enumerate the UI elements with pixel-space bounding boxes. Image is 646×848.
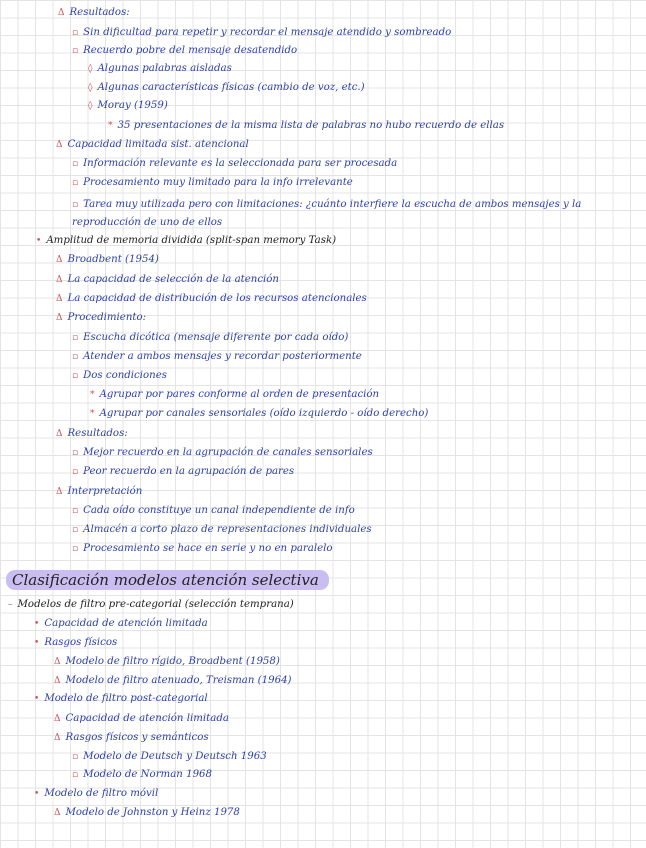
diamond-bullet-icon: ◊ <box>88 64 93 74</box>
square-bullet-icon: ▫ <box>72 544 79 554</box>
note-line: ▫ Recuerdo pobre del mensaje desatendido <box>72 45 298 56</box>
square-bullet-icon: ▫ <box>72 159 79 169</box>
asterisk-bullet-icon: * <box>90 409 95 419</box>
note-line: Δ Resultados: <box>56 428 128 439</box>
note-line: * Agrupar por pares conforme al orden de presentación <box>90 389 380 400</box>
note-line: • Amplitud de memoria dividida (split-span memory Task) <box>36 235 337 246</box>
triangle-bullet-icon: Δ <box>54 676 61 686</box>
note-line: Δ Modelo de Johnston y Heinz 1978 <box>54 807 240 818</box>
note-line: • Capacidad de atención limitada <box>34 618 208 629</box>
note-line: Δ Modelo de filtro rígido, Broadbent (1958) <box>54 656 280 667</box>
section-heading: Clasificación modelos atención selectiva <box>6 570 329 590</box>
triangle-bullet-icon: Δ <box>54 808 61 818</box>
triangle-bullet-icon: Δ <box>56 313 63 323</box>
note-line: ▫ Mejor recuerdo en la agrupación de canales sensoriales <box>72 447 373 458</box>
note-line: ◊ Algunas palabras aisladas <box>88 63 232 74</box>
note-line: Δ Broadbent (1954) <box>56 254 159 265</box>
triangle-bullet-icon: Δ <box>56 294 63 304</box>
note-line: ◊ Algunas características físicas (cambio de voz, etc.) <box>88 82 365 93</box>
triangle-bullet-icon: Δ <box>56 255 63 265</box>
note-line: – Modelos de filtro pre-categorial (selección temprana) <box>8 599 294 610</box>
note-line: Δ Procedimiento: <box>56 312 147 323</box>
note-line: Δ La capacidad de selección de la atención <box>56 274 279 285</box>
note-line: ▫ Almacén a corto plazo de representaciones individuales <box>72 524 372 535</box>
square-bullet-icon: ▫ <box>72 448 79 458</box>
asterisk-bullet-icon: * <box>108 121 113 131</box>
square-bullet-icon: ▫ <box>72 525 79 535</box>
note-line: Δ Modelo de filtro atenuado, Treisman (1964) <box>54 675 292 686</box>
square-bullet-icon: ▫ <box>72 371 79 381</box>
dash-bullet-icon: – <box>8 600 13 610</box>
note-line: * Agrupar por canales sensoriales (oído izquierdo - oído derecho) <box>90 408 429 419</box>
dot-bullet-icon: • <box>34 638 40 648</box>
square-bullet-icon: ▫ <box>72 28 79 38</box>
note-line: Δ La capacidad de distribución de los recursos atencionales <box>56 293 367 304</box>
square-bullet-icon: ▫ <box>72 333 79 343</box>
triangle-bullet-icon: Δ <box>54 657 61 667</box>
square-bullet-icon: ▫ <box>72 200 79 210</box>
note-line: ▫ Peor recuerdo en la agrupación de pares <box>72 466 295 477</box>
dot-bullet-icon: • <box>34 789 40 799</box>
dot-bullet-icon: • <box>36 236 42 246</box>
note-line: Δ Capacidad de atención limitada <box>54 713 229 724</box>
square-bullet-icon: ▫ <box>72 467 79 477</box>
square-bullet-icon: ▫ <box>72 770 79 780</box>
triangle-bullet-icon: Δ <box>58 8 65 18</box>
note-line: Δ Rasgos físicos y semánticos <box>54 732 209 743</box>
note-line: • Rasgos físicos <box>34 637 118 648</box>
square-bullet-icon: ▫ <box>72 752 79 762</box>
note-line: ▫ Sin dificultad para repetir y recordar el mensaje atendido y sombreado <box>72 27 452 38</box>
note-line: ▫ Tarea muy utilizada pero con limitaciones: ¿cuánto interfiere la escucha de ambos mensajes y la reproducción de uno de ellos <box>72 199 582 228</box>
note-line: ▫ Información relevante es la seleccionada para ser procesada <box>72 158 398 169</box>
triangle-bullet-icon: Δ <box>56 429 63 439</box>
note-line: * 35 presentaciones de la misma lista de palabras no hubo recuerdo de ellas <box>108 120 505 131</box>
triangle-bullet-icon: Δ <box>54 733 61 743</box>
note-line: Δ Resultados: <box>58 7 130 18</box>
diamond-bullet-icon: ◊ <box>88 101 93 111</box>
note-line: ▫ Procesamiento muy limitado para la info irrelevante <box>72 177 353 188</box>
square-bullet-icon: ▫ <box>72 352 79 362</box>
note-line: ◊ Moray (1959) <box>88 100 168 111</box>
square-bullet-icon: ▫ <box>72 46 79 56</box>
triangle-bullet-icon: Δ <box>54 714 61 724</box>
note-line: Δ Interpretación <box>56 486 143 497</box>
triangle-bullet-icon: Δ <box>56 275 63 285</box>
note-line: • Modelo de filtro post-categorial <box>34 693 208 704</box>
diamond-bullet-icon: ◊ <box>88 83 93 93</box>
square-bullet-icon: ▫ <box>72 178 79 188</box>
note-line: • Modelo de filtro móvil <box>34 788 159 799</box>
dot-bullet-icon: • <box>34 619 40 629</box>
note-line: ▫ Procesamiento se hace en serie y no en paralelo <box>72 543 333 554</box>
note-line: ▫ Modelo de Deutsch y Deutsch 1963 <box>72 751 267 762</box>
note-line: ▫ Modelo de Norman 1968 <box>72 769 213 780</box>
asterisk-bullet-icon: * <box>90 390 95 400</box>
note-line: ▫ Atender a ambos mensajes y recordar posteriormente <box>72 351 362 362</box>
note-line: Δ Capacidad limitada sist. atencional <box>56 139 249 150</box>
square-bullet-icon: ▫ <box>72 506 79 516</box>
note-line: ▫ Escucha dicótica (mensaje diferente por cada oído) <box>72 332 349 343</box>
note-line: ▫ Dos condiciones <box>72 370 167 381</box>
note-line: ▫ Cada oído constituye un canal independiente de info <box>72 505 355 516</box>
triangle-bullet-icon: Δ <box>56 487 63 497</box>
dot-bullet-icon: • <box>34 694 40 704</box>
triangle-bullet-icon: Δ <box>56 140 63 150</box>
